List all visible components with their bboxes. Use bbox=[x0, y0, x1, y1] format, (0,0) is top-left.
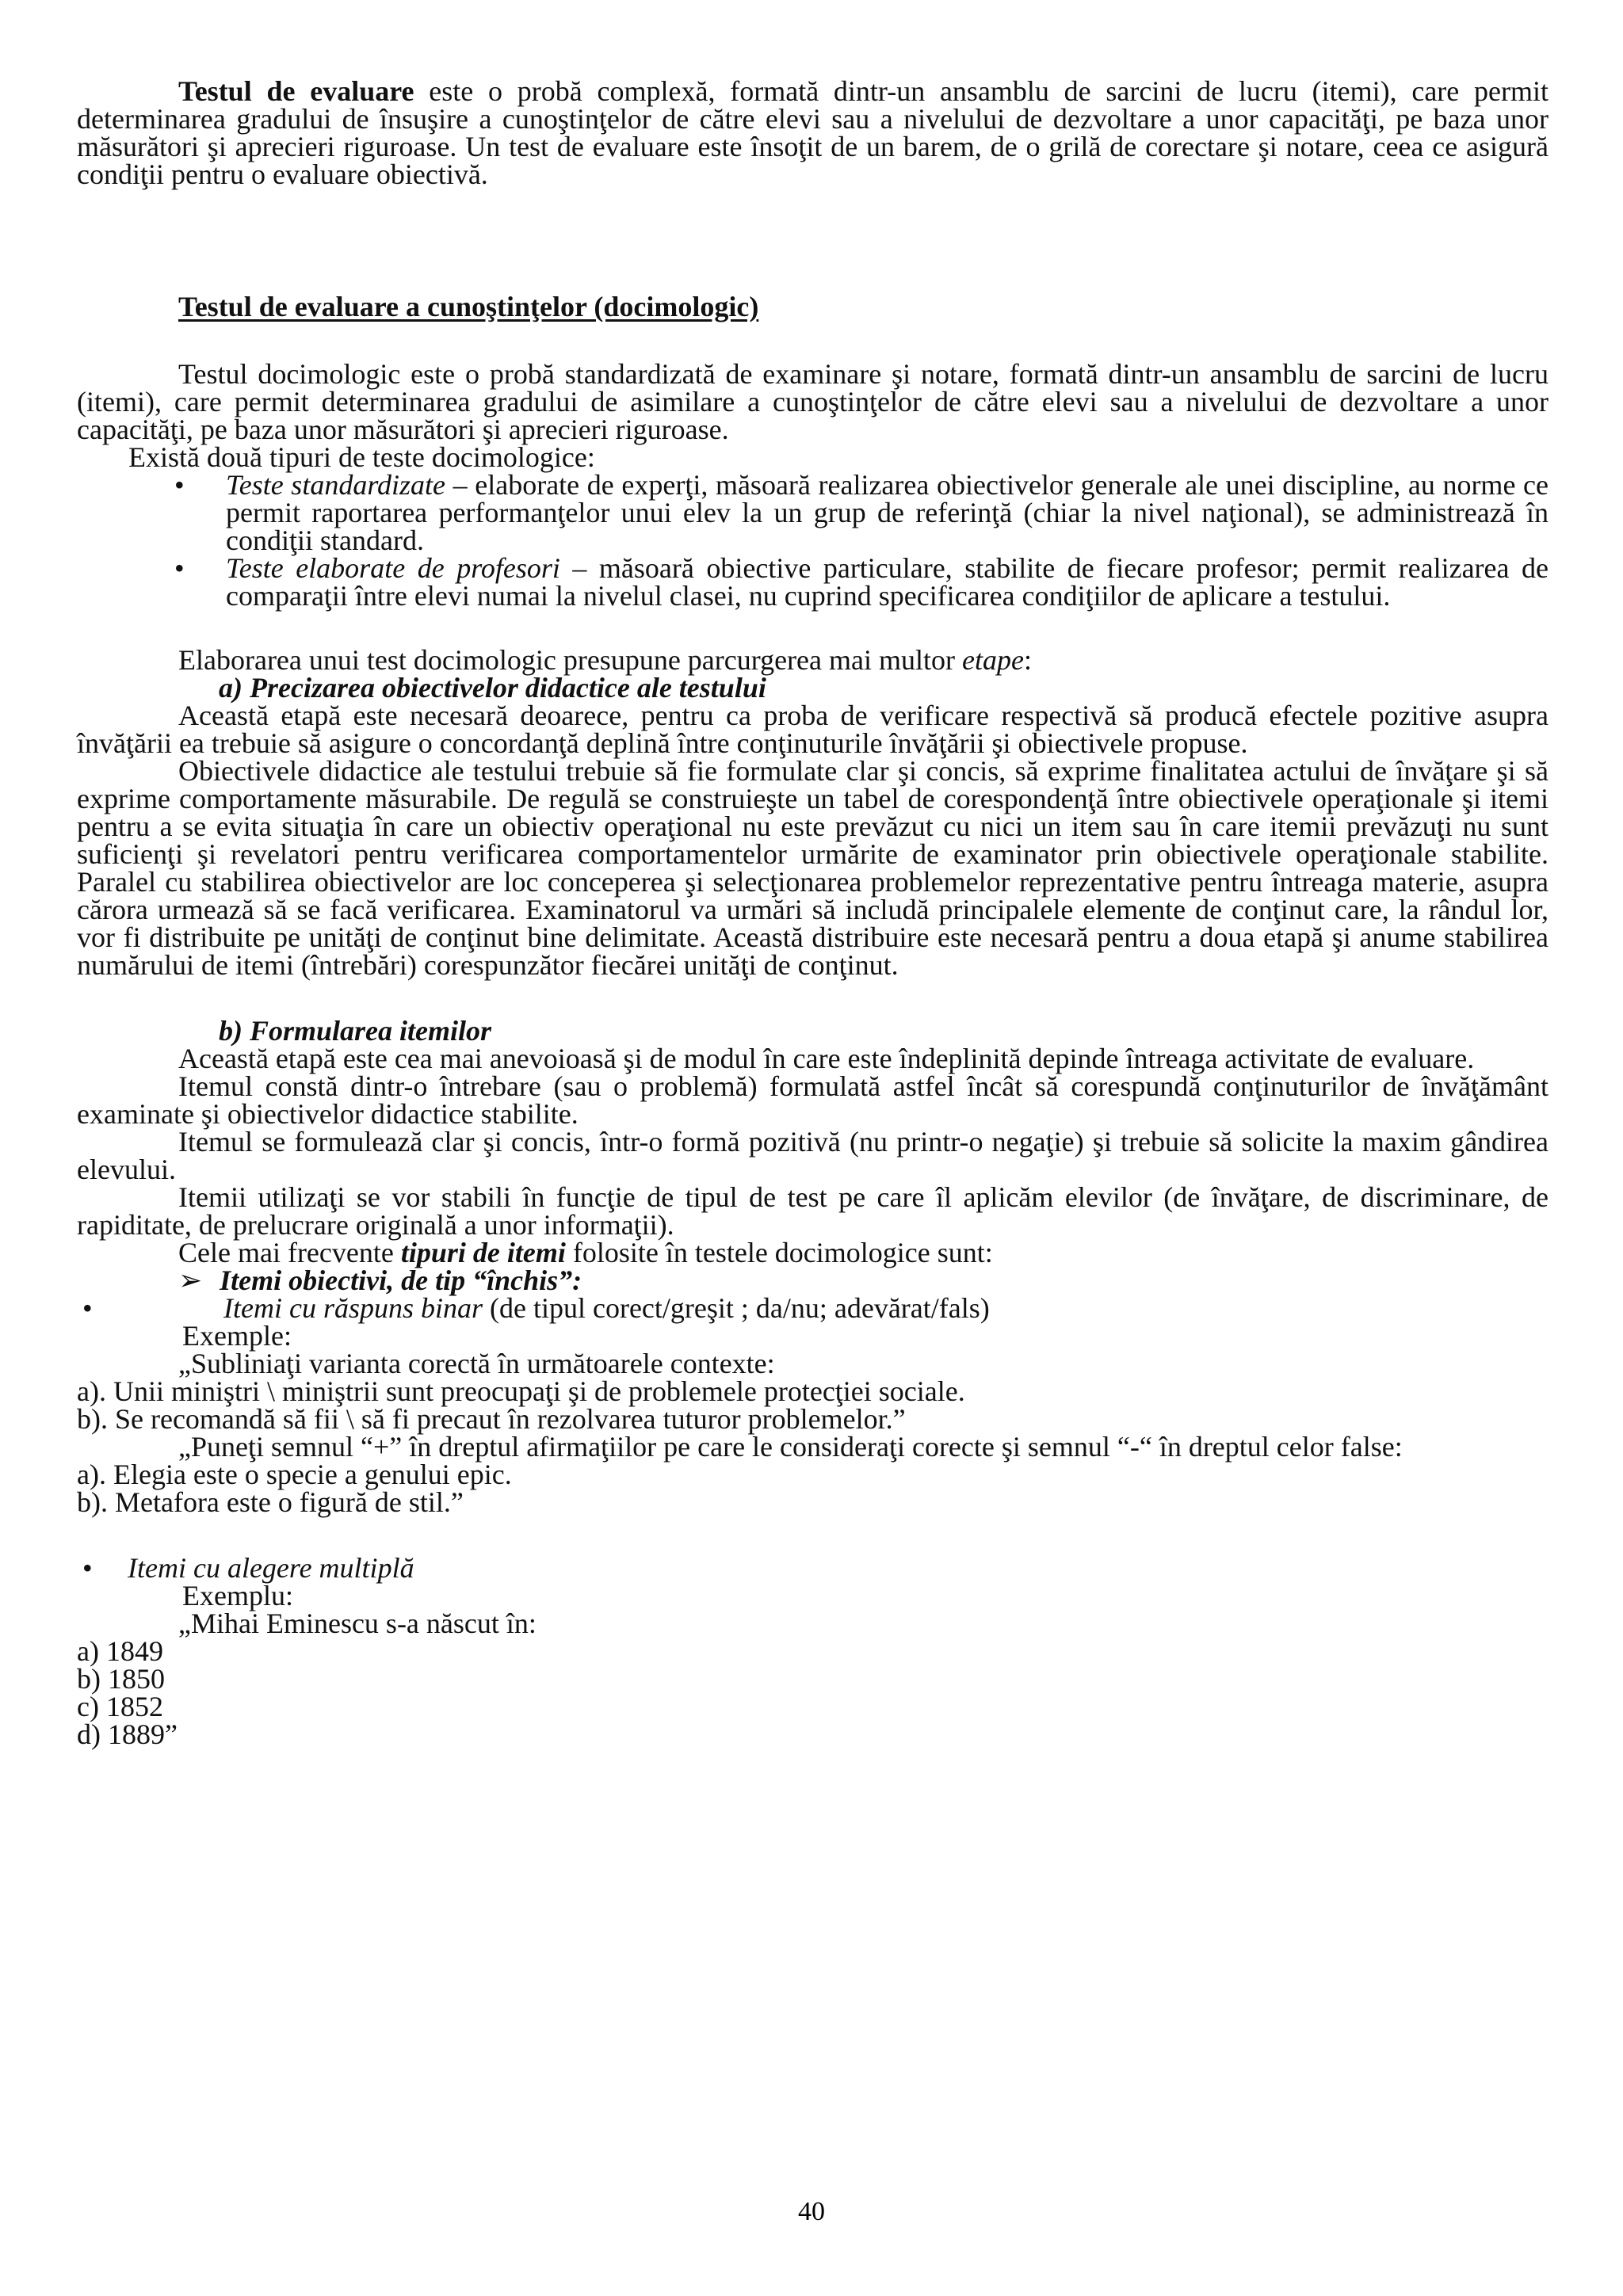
stage-b-title: b) Formularea itemilor bbox=[219, 1015, 492, 1047]
binary-label: Itemi cu răspuns binar bbox=[223, 1292, 483, 1324]
stages-intro-end: : bbox=[1023, 644, 1032, 676]
type-name: Teste elaborate de profesori bbox=[226, 552, 560, 584]
type-text: – elaborate de experţi, măsoară realizarea obiectivelor generale ale unei discipline, au norme ce permit raportarea performanţelor unui elev la un grup de referinţă (chiar la nivel naţional), se administrează în condiţii standard. bbox=[226, 469, 1549, 556]
p5-start: Cele mai frecvente bbox=[178, 1237, 401, 1268]
stage-b-paragraph-5 bbox=[77, 1239, 1549, 1267]
page-number: 40 bbox=[798, 2197, 825, 2226]
stages-intro-text: Elaborarea unui test docimologic presupune parcurgerea mai multor bbox=[178, 644, 962, 676]
stage-a-paragraph-2: Obiectivele didactice ale testului trebuie să fie formulate clar şi concis, să exprime finalitatea actului de învăţare şi să exprime comportamente măsurabile. De regulă se construieşte un tabel de corespondenţă între obiectivele operaţionale şi itemi pentru a se evita situaţia în care un obiectiv operaţional nu este prevăzut cu nici un item sau în care itemii prevăzuţi nu sunt suficienţi şi revelatori pentru verificarea comportamentelor urmărite de examinator prin obiectivele operaţionale stabilite. Paralel cu stabilirea obiectivelor are loc conceperea şi selecţionarea problemelor reprezentative pentru întreaga materie, asupra cărora urmează să se facă verificarea. Examinatorul va urmări să includă principalele elemente de conţinut care, la rândul lor, vor fi distribuite pe unităţi de conţinut bine delimitate. Această distribuire este necesară pentru a doua etapă şi anume stabilirea numărului de itemi (întrebări) corespunzător fiecărei unităţi de conţinut. bbox=[77, 755, 1549, 981]
intro-text: este o probă complexă, formată dintr-un ansamblu de sarcini de lucru (itemi), care permit determinarea gradului de însuşire a cunoştinţelor de către elevi sau a nivelului de dezvoltare a unor capacităţi, pe baza unor măsurători şi aprecieri riguroase. Un test de evaluare este însoţit de un barem, de o grilă de corectare şi notare, ceea ce asigură condiţii pentru o evaluare obiectivă. bbox=[77, 75, 1549, 190]
example-label: Exemplu: bbox=[182, 1580, 293, 1611]
type-text: – măsoară obiective particulare, stabilite de fiecare profesor; permit realizarea de comparaţii între elevi numai la nivelul clasei, nu cuprind specificarea condiţiilor de aplicare a testului. bbox=[226, 552, 1549, 612]
type-name: Teste standardizate bbox=[226, 469, 445, 501]
objective-items-text: Itemi obiectivi, de tip “închis”: bbox=[220, 1264, 582, 1296]
docimologic-definition: Testul docimologic este o probă standardizată de examinare şi notare, formată dintr-un ansamblu de sarcini de lucru (itemi), care permit determinarea gradului de asimilare a cunoştinţelor de către elevi sau a nivelului de dezvoltare a unor capacităţi, pe baza unor măsurători şi aprecieri riguroase. bbox=[77, 358, 1549, 445]
stage-a-title: a) Precizarea obiectivelor didactice ale testului bbox=[219, 672, 766, 704]
example-2-a: a). Elegia este o specie a genului epic. bbox=[77, 1459, 512, 1490]
multiple-choice-label: Itemi cu alegere multiplă bbox=[128, 1552, 414, 1584]
p5-bold: tipuri de itemi bbox=[400, 1237, 566, 1268]
stage-b-paragraph-2: Itemul constă dintr-o întrebare (sau o problemă) formulată astfel încât să corespundă conţinuturilor de învăţământ examinate şi obiectivelor didactice stabilite. bbox=[77, 1070, 1549, 1130]
list-item bbox=[174, 469, 1549, 556]
example-3-question: „Mihai Eminescu s-a născut în: bbox=[178, 1608, 537, 1639]
stages-intro bbox=[77, 646, 1549, 674]
example-3-option-a: a) 1849 bbox=[77, 1635, 163, 1667]
bullet-icon: • bbox=[174, 469, 185, 501]
example-1-instruction: „Subliniaţi varianta corectă în următoarele contexte: bbox=[178, 1348, 775, 1379]
list-item bbox=[174, 552, 1549, 612]
p5-end: folosite în testele docimologice sunt: bbox=[565, 1237, 993, 1268]
example-2-b: b). Metafora este o figură de stil.” bbox=[77, 1486, 464, 1518]
objective-items-label bbox=[77, 1264, 1549, 1296]
example-3-option-d: d) 1889” bbox=[77, 1718, 178, 1750]
example-3-option-c: c) 1852 bbox=[77, 1691, 163, 1722]
bullet-icon: • bbox=[82, 1552, 93, 1584]
example-1-a: a). Unii miniştri \ miniştrii sunt preocupaţi şi de problemele protecţiei sociale. bbox=[77, 1375, 965, 1407]
test-types-list bbox=[77, 471, 1549, 610]
example-1-b: b). Se recomandă să fii \ să fi precaut în rezolvarea tuturor problemelor.” bbox=[77, 1403, 906, 1435]
binary-desc: (de tipul corect/greşit ; da/nu; adevărat/fals) bbox=[483, 1292, 990, 1324]
types-intro: Există două tipuri de teste docimologice: bbox=[128, 441, 595, 473]
intro-bold-term: Testul de evaluare bbox=[178, 75, 414, 107]
examples-label: Exemple: bbox=[182, 1320, 292, 1352]
arrow-icon: ➢ bbox=[178, 1264, 203, 1296]
stage-b-paragraph-1: Această etapă este cea mai anevoioasă şi de modul în care este îndeplinită depinde întreaga activitate de evaluare. bbox=[178, 1043, 1475, 1074]
bullet-icon: • bbox=[82, 1292, 93, 1324]
stage-b-paragraph-3: Itemul se formulează clar şi concis, într-o formă pozitivă (nu printr-o negaţie) şi trebuie să solicite la maxim gândirea elevului. bbox=[77, 1126, 1549, 1185]
bullet-icon: • bbox=[174, 552, 185, 584]
section-heading: Testul de evaluare a cunoştinţelor (docimologic) bbox=[178, 291, 759, 322]
stages-intro-italic: etape bbox=[961, 644, 1024, 676]
multiple-choice-row bbox=[77, 1554, 1549, 1582]
binary-items-row bbox=[77, 1292, 1549, 1324]
stage-b-paragraph-4: Itemii utilizaţi se vor stabili în funcţie de tipul de test pe care îl aplicăm elevilor (de învăţare, de discriminare, de rapiditate, de prelucrare originală a unor informaţii). bbox=[77, 1181, 1549, 1241]
example-3-option-b: b) 1850 bbox=[77, 1663, 165, 1695]
example-2-instruction: „Puneţi semnul “+” în dreptul afirmaţiilor pe care le consideraţi corecte şi semnul “-“ în dreptul celor false: bbox=[178, 1431, 1403, 1463]
intro-paragraph bbox=[77, 75, 1549, 190]
stage-a-paragraph-1: Această etapă este necesară deoarece, pentru ca proba de verificare respectivă să producă efectele pozitive asupra învăţării ea trebuie să asigure o concordanţă deplină între conţinuturile învăţării şi obiectivele propuse. bbox=[77, 700, 1549, 759]
